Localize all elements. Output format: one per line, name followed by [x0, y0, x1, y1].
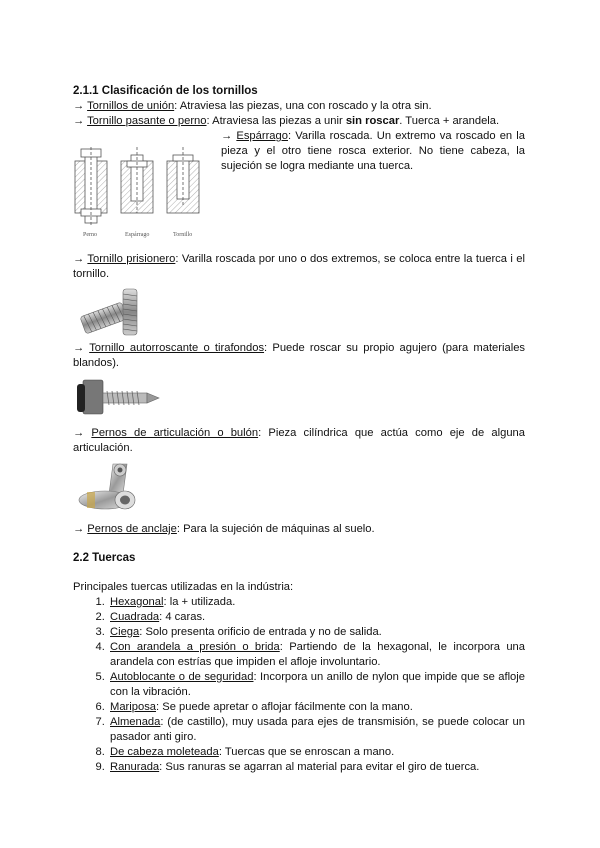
- self-drilling-screw-image: [73, 374, 163, 420]
- term: Mariposa: [110, 701, 157, 713]
- desc: . Tuerca + arandela.: [399, 115, 500, 127]
- term: Pernos de anclaje: [87, 523, 177, 535]
- term: Almenada: [110, 716, 161, 728]
- term: Pernos de articulación o bulón: [91, 427, 259, 439]
- desc: : (de castillo), muy usada para ejes de transmisión, se puede colocar un pasador anti giro.: [110, 716, 525, 743]
- arrow: →: [73, 523, 88, 535]
- desc: : Atraviesa las piezas a unir: [206, 115, 346, 127]
- fig-caption: Tornillo: [173, 232, 193, 238]
- list-item: [108, 700, 525, 715]
- desc: : Atraviesa las piezas, una con roscado y la otra sin.: [174, 100, 432, 112]
- term: Con arandela a presión o brida: [110, 641, 280, 653]
- term: Autoblocante o de seguridad: [110, 671, 254, 683]
- item-anclaje: [73, 522, 525, 537]
- term: Ciega: [110, 626, 140, 638]
- item-tornillo-prisionero: [73, 252, 525, 282]
- desc: : la + utilizada.: [163, 596, 236, 608]
- term: Cuadrada: [110, 611, 160, 623]
- term: Tornillos de unión: [87, 100, 175, 112]
- item-esparrago: [73, 129, 525, 248]
- desc: : Solo presenta orificio de entrada y no de salida.: [139, 626, 382, 638]
- list-item: [108, 760, 525, 775]
- list-item: [108, 640, 525, 670]
- desc: : Incorpora un anillo de nylon que impide que se afloje con la vibración.: [110, 671, 525, 698]
- document-page: [73, 84, 525, 775]
- arrow: →: [73, 253, 88, 265]
- desc: : Para la sujeción de máquinas al suelo.: [176, 523, 375, 535]
- tuercas-list: [73, 595, 525, 775]
- item-tornillo-pasante: [73, 114, 525, 129]
- list-item: [108, 610, 525, 625]
- item-autorroscante: [73, 341, 525, 371]
- item-tornillos-union: [73, 99, 525, 114]
- desc: : Partiendo de la hexagonal, le incorpora una arandela con estrías que impiden el afloje involuntario.: [110, 641, 525, 668]
- arrow: →: [221, 130, 237, 142]
- list-item: [108, 625, 525, 640]
- item-esparrago-block: [73, 129, 525, 252]
- fig-caption: Espárrago: [125, 232, 150, 238]
- desc: : Varilla roscada. Un extremo va roscado en la pieza y el otro tiene rosca exterior. No tiene cabeza, la sujeción se logra mediante una tuerca.: [221, 130, 526, 172]
- arrow: →: [73, 427, 92, 439]
- term: De cabeza moleteada: [110, 746, 219, 758]
- section-title-tuercas: 2.2 Tuercas: [73, 552, 136, 564]
- desc: : Tuercas que se enroscan a mano.: [218, 746, 395, 758]
- desc: : Varilla roscada por uno o dos extremos, se coloca entre la tuerca i el tornillo.: [73, 253, 525, 280]
- fig-caption: Perno: [83, 232, 97, 238]
- desc: : Sus ranuras se agarran al material para evitar el giro de tuerca.: [159, 761, 480, 773]
- item-bulon: [73, 426, 525, 456]
- arrow: →: [73, 115, 88, 127]
- term: Tornillo prisionero: [87, 253, 176, 265]
- term: Tornillo pasante o perno: [87, 115, 207, 127]
- desc: : Se puede apretar o aflojar fácilmente con la mano.: [156, 701, 413, 713]
- term: Espárrago: [236, 130, 288, 142]
- desc: : 4 caras.: [159, 611, 206, 623]
- tuercas-intro: Principales tuercas utilizadas en la indústria:: [73, 581, 294, 593]
- bold-text: sin roscar: [345, 115, 400, 127]
- list-item: [108, 745, 525, 760]
- piston-pin-image: [73, 460, 155, 516]
- figure-float: [73, 144, 221, 248]
- set-screw-image: [73, 285, 145, 337]
- arrow: →: [73, 342, 90, 354]
- term: Tornillo autorroscante o tirafondos: [89, 342, 265, 354]
- list-item: [108, 595, 525, 610]
- list-item: [108, 715, 525, 745]
- desc: : Puede roscar su propio agujero (para materiales blandos).: [73, 342, 526, 369]
- list-item: [108, 670, 525, 700]
- section-title-tornillos: 2.1.1 Clasificación de los tornillos: [73, 85, 258, 97]
- term: Hexagonal: [110, 596, 164, 608]
- arrow: →: [73, 100, 88, 112]
- term: Ranurada: [110, 761, 160, 773]
- desc: : Pieza cilíndrica que actúa como eje de alguna articulación.: [73, 427, 525, 454]
